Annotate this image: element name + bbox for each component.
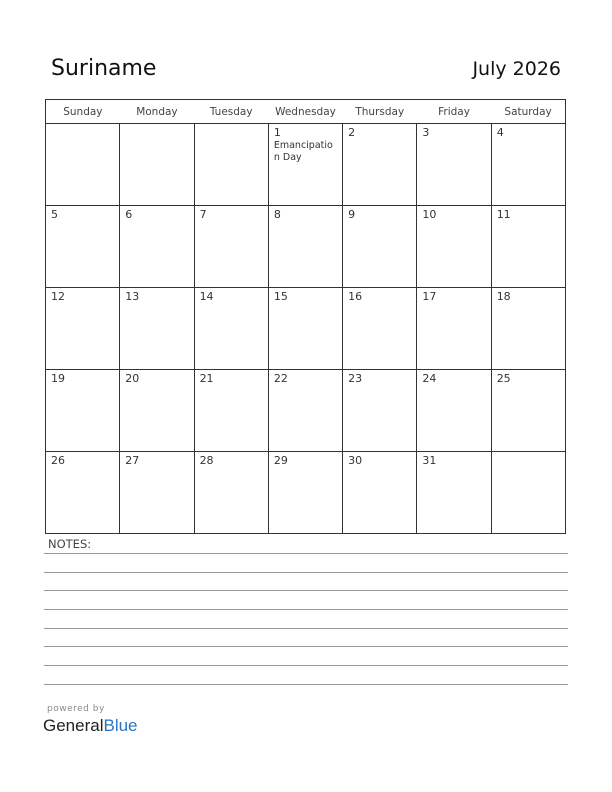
- day-number: 1: [273, 126, 281, 139]
- day-cell: [194, 124, 268, 206]
- day-cell: [491, 370, 565, 452]
- day-number: 4: [496, 126, 504, 139]
- day-cell: [194, 288, 268, 370]
- week-row: [46, 288, 566, 370]
- day-cell: [343, 370, 417, 452]
- day-number: 28: [199, 454, 214, 467]
- day-cell: [268, 370, 342, 452]
- day-cell: [46, 452, 120, 534]
- weekday-header: Tuesday: [194, 100, 268, 124]
- weekday-header: Wednesday: [268, 100, 342, 124]
- day-number: 19: [51, 372, 65, 385]
- day-number: 20: [125, 372, 140, 385]
- week-row: [46, 452, 566, 534]
- day-cell: [46, 370, 120, 452]
- day-cell: [343, 288, 417, 370]
- day-cell: [491, 206, 565, 288]
- day-number: 24: [422, 372, 437, 385]
- day-cell: [268, 124, 342, 206]
- country-title: Suriname: [51, 56, 157, 81]
- day-number: 22: [273, 372, 288, 385]
- note-line: [44, 684, 568, 685]
- day-cell: [120, 452, 194, 534]
- day-cell: [343, 124, 417, 206]
- day-number: 30: [348, 454, 363, 467]
- day-cell: [46, 124, 120, 206]
- day-cell: [268, 206, 342, 288]
- day-cell: [491, 124, 565, 206]
- day-number: 3: [422, 126, 430, 139]
- day-number: 7: [199, 208, 207, 221]
- powered-by-text: powered by: [47, 704, 105, 714]
- day-cell: [417, 124, 491, 206]
- note-line: [44, 609, 568, 610]
- day-number: 14: [199, 290, 214, 303]
- day-cell: [268, 288, 342, 370]
- weekday-header: Saturday: [491, 100, 565, 124]
- day-cell: [417, 370, 491, 452]
- day-number: 27: [125, 454, 140, 467]
- week-row: [46, 370, 566, 452]
- day-number: 17: [422, 290, 437, 303]
- day-cell: [417, 288, 491, 370]
- day-cell: [194, 452, 268, 534]
- day-number: 2: [348, 126, 356, 139]
- day-cell: [120, 124, 194, 206]
- brand-blue: Blue: [103, 716, 138, 735]
- day-cell: [343, 206, 417, 288]
- day-cell: [343, 452, 417, 534]
- day-cell: [46, 288, 120, 370]
- day-cell: [194, 370, 268, 452]
- notes-label: NOTES:: [48, 537, 92, 551]
- day-number: 5: [51, 208, 58, 221]
- day-number: 21: [199, 372, 214, 385]
- weekday-header: Sunday: [46, 100, 120, 124]
- brand-general: General: [43, 716, 104, 735]
- month-year-title: July 2026: [472, 58, 561, 80]
- day-number: 23: [348, 372, 363, 385]
- day-number: 9: [348, 208, 356, 221]
- day-cell: [417, 452, 491, 534]
- day-number: 26: [51, 454, 65, 467]
- day-cell: [417, 206, 491, 288]
- day-number: 15: [273, 290, 288, 303]
- note-line: [44, 646, 568, 647]
- day-number: 16: [348, 290, 363, 303]
- day-cell: [268, 452, 342, 534]
- generalblue-logo: [43, 716, 138, 736]
- day-number: 6: [125, 208, 133, 221]
- day-number: 10: [422, 208, 437, 221]
- day-number: 13: [125, 290, 140, 303]
- note-line: [44, 590, 568, 591]
- weekday-header: Monday: [120, 100, 194, 124]
- day-number: 12: [51, 290, 65, 303]
- day-cell: [194, 206, 268, 288]
- day-number: 11: [496, 208, 511, 221]
- note-line: [44, 553, 568, 554]
- day-number: 18: [496, 290, 511, 303]
- day-number: 25: [496, 372, 511, 385]
- day-cell: [120, 370, 194, 452]
- holiday-label: Emancipation Day: [273, 140, 333, 163]
- note-line: [44, 628, 568, 629]
- calendar-grid: [45, 99, 566, 534]
- day-cell: [120, 206, 194, 288]
- weekday-header: Thursday: [343, 100, 417, 124]
- week-row: [46, 124, 566, 206]
- day-cell: [46, 206, 120, 288]
- weekday-header-row: [46, 100, 566, 124]
- note-line: [44, 665, 568, 666]
- day-number: 8: [273, 208, 281, 221]
- day-cell: [120, 288, 194, 370]
- week-row: [46, 206, 566, 288]
- weekday-header: Friday: [417, 100, 491, 124]
- day-number: 31: [422, 454, 437, 467]
- day-number: 29: [273, 454, 288, 467]
- day-cell: [491, 288, 565, 370]
- note-line: [44, 572, 568, 573]
- day-cell: [491, 452, 565, 534]
